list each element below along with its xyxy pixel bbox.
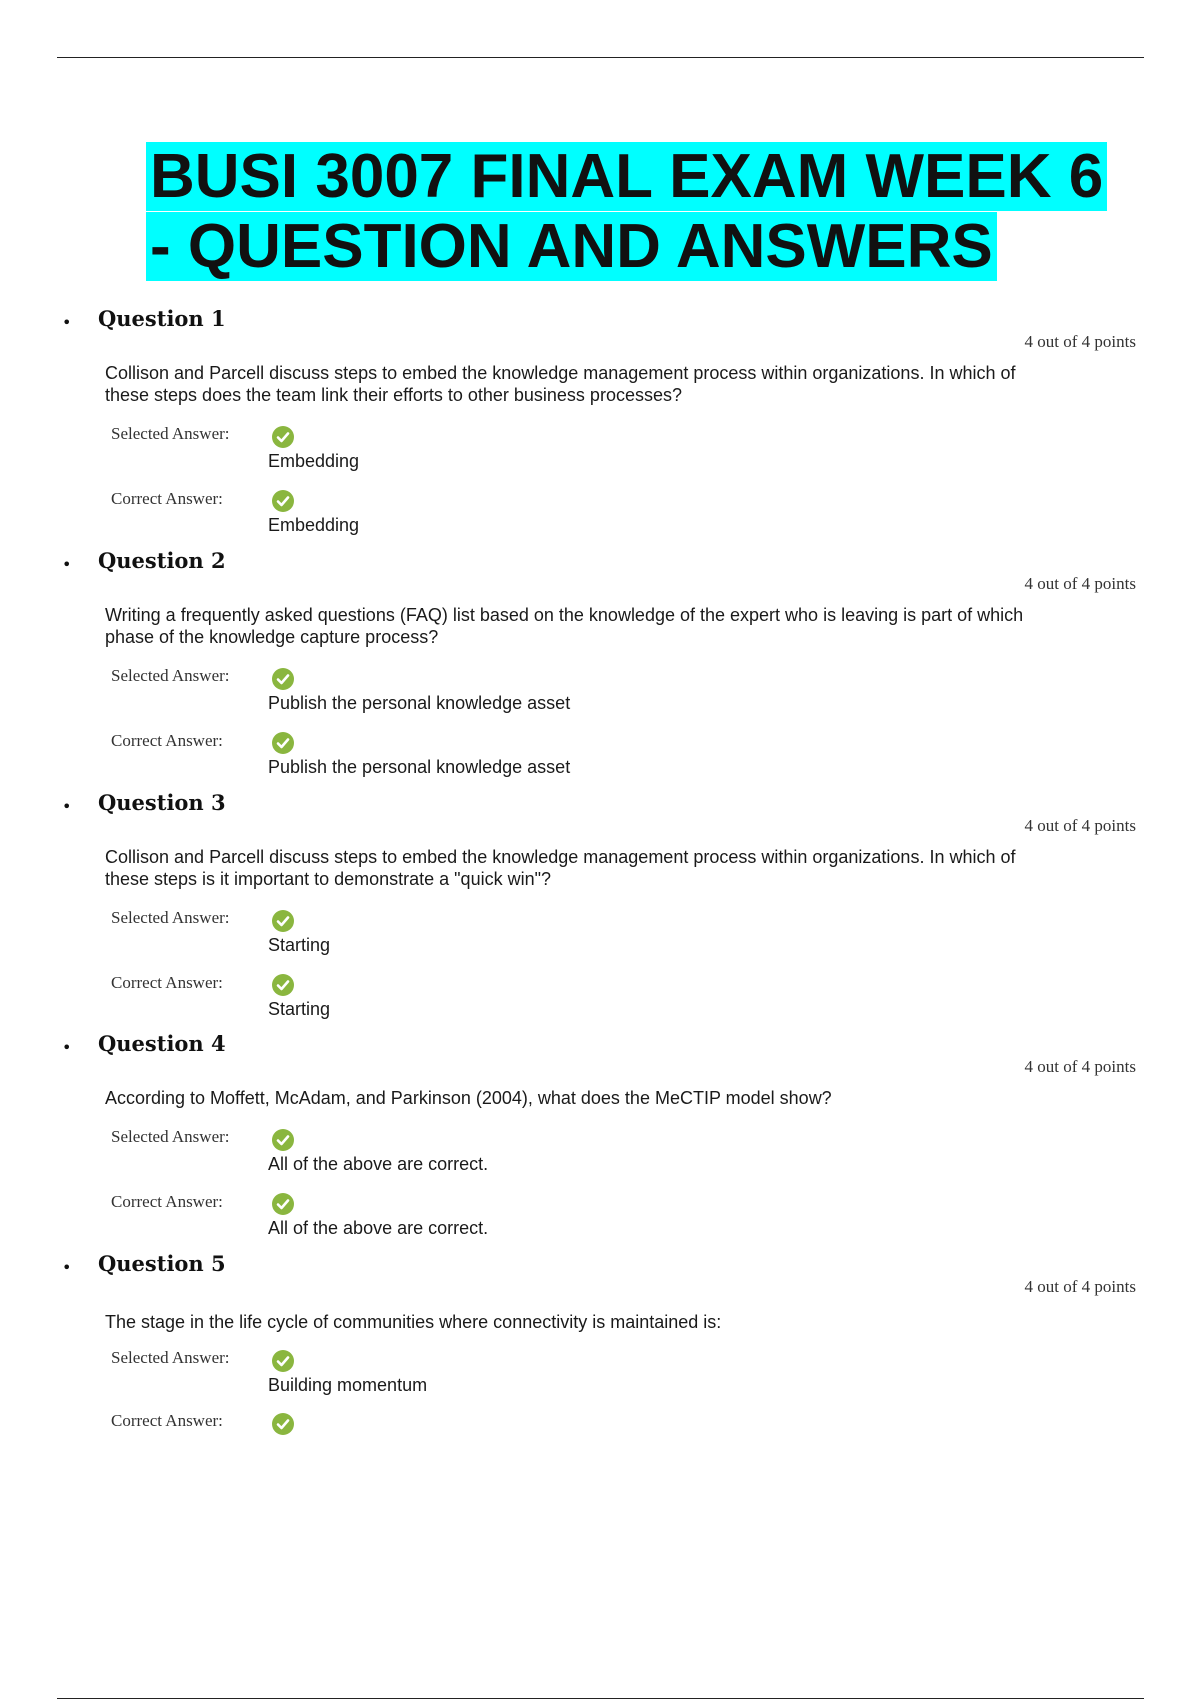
question-block bbox=[0, 790, 1200, 1030]
selected-answer-value: Publish the personal knowledge asset bbox=[268, 693, 571, 713]
question-block bbox=[0, 1031, 1200, 1271]
check-circle-icon bbox=[272, 1193, 294, 1215]
check-circle-icon bbox=[272, 490, 294, 512]
bullet: • bbox=[62, 797, 72, 816]
selected-answer-value: All of the above are correct. bbox=[268, 1154, 489, 1174]
check-circle-icon bbox=[272, 668, 294, 690]
correct-answer-label: Correct Answer: bbox=[111, 731, 223, 750]
question-text: Writing a frequently asked questions (FAQ) list based on the knowledge of the expert who is leaving is part of which phase of the knowledge capture process? bbox=[105, 605, 1024, 647]
selected-answer-label: Selected Answer: bbox=[111, 424, 230, 443]
correct-answer-value: All of the above are correct. bbox=[268, 1218, 489, 1238]
question-points: 4 out of 4 points bbox=[1024, 816, 1136, 835]
question-text: The stage in the life cycle of communities where connectivity is maintained is: bbox=[105, 1312, 722, 1332]
top-rule bbox=[57, 57, 1144, 58]
title-line-2: - QUESTION AND ANSWERS bbox=[146, 212, 997, 281]
check-circle-icon bbox=[272, 1350, 294, 1372]
bullet: • bbox=[62, 1038, 72, 1057]
selected-answer-label: Selected Answer: bbox=[111, 666, 230, 685]
check-circle-icon bbox=[272, 1129, 294, 1151]
question-text: Collison and Parcell discuss steps to embed the knowledge management process within organizations. In which of these steps is it important to demonstrate a "quick win"? bbox=[105, 847, 1016, 889]
check-circle-icon bbox=[272, 1413, 294, 1435]
selected-answer-label: Selected Answer: bbox=[111, 1127, 230, 1146]
question-points: 4 out of 4 points bbox=[1024, 574, 1136, 593]
bullet: • bbox=[62, 555, 72, 574]
question-text: According to Moffett, McAdam, and Parkinson (2004), what does the MeCTIP model show? bbox=[105, 1088, 832, 1108]
question-block bbox=[0, 1251, 1200, 1491]
question-title: Question 4 bbox=[98, 1031, 226, 1056]
selected-answer-label: Selected Answer: bbox=[111, 1348, 230, 1367]
question-points: 4 out of 4 points bbox=[1024, 332, 1136, 351]
question-title: Question 3 bbox=[98, 790, 226, 815]
correct-answer-value: Publish the personal knowledge asset bbox=[268, 757, 571, 777]
question-title: Question 2 bbox=[98, 548, 226, 573]
correct-answer-label: Correct Answer: bbox=[111, 973, 223, 992]
selected-answer-value: Building momentum bbox=[268, 1375, 428, 1395]
check-circle-icon bbox=[272, 426, 294, 448]
question-block bbox=[0, 548, 1200, 788]
question-points: 4 out of 4 points bbox=[1024, 1057, 1136, 1076]
check-circle-icon bbox=[272, 974, 294, 996]
bullet: • bbox=[62, 1258, 72, 1277]
question-points: 4 out of 4 points bbox=[1024, 1277, 1136, 1296]
correct-answer-value: Starting bbox=[268, 999, 331, 1019]
selected-answer-value: Starting bbox=[268, 935, 331, 955]
correct-answer-label: Correct Answer: bbox=[111, 1411, 223, 1430]
correct-answer-value: Embedding bbox=[268, 515, 360, 535]
check-circle-icon bbox=[272, 732, 294, 754]
check-circle-icon bbox=[272, 910, 294, 932]
question-block bbox=[0, 306, 1200, 546]
selected-answer-label: Selected Answer: bbox=[111, 908, 230, 927]
bottom-rule bbox=[57, 1698, 1144, 1699]
correct-answer-label: Correct Answer: bbox=[111, 489, 223, 508]
document-title bbox=[146, 142, 1146, 282]
question-title: Question 1 bbox=[98, 306, 226, 331]
selected-answer-value: Embedding bbox=[268, 451, 360, 471]
question-title: Question 5 bbox=[98, 1251, 226, 1276]
title-line-1: BUSI 3007 FINAL EXAM WEEK 6 bbox=[146, 142, 1107, 211]
bullet: • bbox=[62, 313, 72, 332]
correct-answer-label: Correct Answer: bbox=[111, 1192, 223, 1211]
question-text: Collison and Parcell discuss steps to embed the knowledge management process within organizations. In which of these steps does the team link their efforts to other business processes? bbox=[105, 363, 1016, 405]
